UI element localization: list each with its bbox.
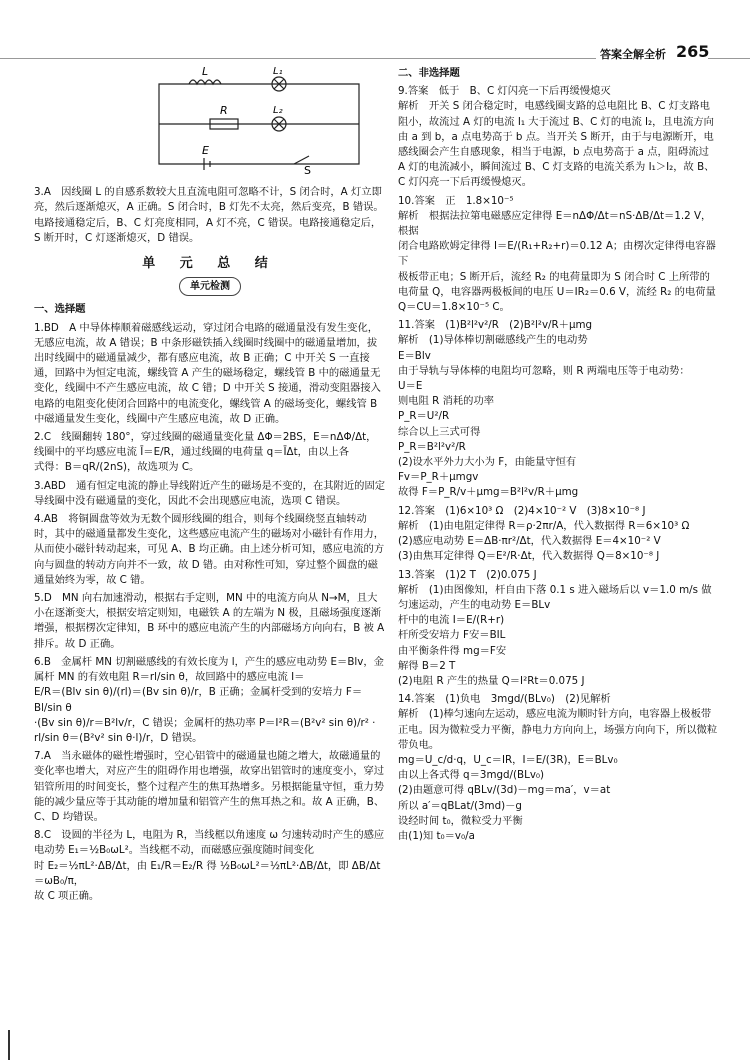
section-title: 单 元 总 结 [142, 256, 278, 272]
answer-1: 1.BD A 中导体棒顺着磁感线运动，穿过闭合电路的磁通量没有发生变化，无感应电流，故 A 错误；B 中条形磁铁插入线圈时线圈中的磁通量增加，拔出时线圈中的磁通量减少，都有感应电流，故 B 正确；C 中开关 S 一直接通，回路中为恒定电流，螺线管 A 产生的磁场稳定，螺线管 B 中的磁通量无变化，线圈中不产生感应电流，故 C 错；D 中开关 S 接通，滑动变阻器接入电路的电阻变化使闭合回路中的电流变化，螺线管 A 的磁场变化，螺线管 B 中磁通量发生变化，线圈中产生感应电流，故 D 正确。 [34, 321, 381, 425]
answer-9-explain: 解析 开关 S 闭合稳定时，电感线圈支路的总电阻比 B、C 灯支路电阻小，故流过 A 灯的电流 I₁ 大于流过 B、C 灯的电流 I₂，且电流方向由 a 到 b，a 点电势高于 b 点。当开关 S 断开，由于与电源断开，电感线圈会产生自感现象，相当于电源，b 点电势高于 a 点，阻碍流过 A 灯的电流减小，瞬间流过 B、C 灯支路的电流关系为 I₁＞I₂，故 B、C 灯闪亮一下后再缓慢熄灭。 [398, 100, 715, 189]
answer-3: 3.ABD 通有恒定电流的静止导线附近产生的磁场是不变的，在其附近的固定导线圈中没有磁通量的变化，因此不会出现感应电流，选项 C 错误。 [34, 479, 386, 507]
answer-11-line2: E＝Blv [398, 349, 431, 362]
answer-10-line3: 极板带正电；S 断开后，流经 R₂ 的电荷量即为 S 闭合时 C 上所带的电荷量 Q，电容器两极板间的电压 U＝IR₂＝0.6 V，流经 R₂ 的电荷量 Q＝CU＝1.8×10⁻⁵ C。 [398, 270, 716, 314]
answer-12-line2: (2)感应电动势 E＝ΔB·πr²/Δt，代入数据得 E＝4×10⁻² V [398, 535, 661, 548]
answer-11-line1: 解析 (1)导体棒切割磁感线产生的电动势 [398, 334, 588, 347]
answer-14-line7: 由(1)知 t₀＝v₀/a [398, 829, 475, 842]
answer-11-line6: P_R＝U²/R [398, 410, 450, 423]
answer-14-line1: 解析 (1)棒匀速向左运动，感应电流为顺时针方向，电容器上极板带正电。因为微粒受力平衡，静电力方向向上，场强方向向下，所以微粒带负电。 [398, 708, 718, 751]
answer-11-line7: 综合以上三式可得 [398, 425, 481, 438]
margin-mark [8, 1030, 10, 1060]
answer-6-line4: rl/sin θ＝(B²v² sin θ·l)/r，D 错误。 [34, 731, 203, 744]
answer-14-line3: 由以上各式得 q＝3mgd/(BLv₀) [398, 769, 545, 782]
section-subtitle: 单元检测 [179, 277, 241, 296]
label-E: E [202, 144, 209, 157]
label-L1: L₁ [273, 66, 283, 77]
part-2-heading: 二、非选择题 [398, 67, 460, 79]
answer-6-line3: ·(Bv sin θ)/r＝B²lv/r，C 错误；金属杆的热功率 P＝I²R＝(B²v² sin θ)/r² · [34, 716, 376, 729]
answer-6-line1: 6.B 金属杆 MN 切割磁感线的有效长度为 l，产生的感应电动势 E＝Blv，金属杆 MN 的有效电阻 R＝rl/sin θ，故回路中的感应电流 I＝ [34, 655, 384, 684]
answer-13-line3: 杆所受安培力 F安＝BIL [398, 629, 506, 642]
answer-7: 7.A 当永磁体的磁性增强时，空心铝管中的磁通量也随之增大，故磁通量的变化率也增大，对应产生的阻碍作用也增强，故穿出铝管时的速度变小，穿过铝管所用的时间变长，整个过程产生的焦耳热增多。另根据能量守恒，重力势能的减少量应等于其动能的增加量和铝管产生的焦耳热之和。故 A 正确，B、C、D 均错误。 [34, 750, 385, 823]
answer-13-line6: (2)电阻 R 产生的热量 Q＝I²Rt＝0.075 J [398, 674, 585, 687]
answer-13-line1: 解析 (1)由图像知，杆自由下落 0.1 s 进入磁场后以 v＝1.0 m/s 做匀速运动，产生的电动势 E＝BLv [398, 583, 712, 611]
answer-8-line3: 故 C 项正确。 [34, 889, 100, 902]
circuit-diagram [144, 66, 374, 176]
answer-2-line3: 式得：B＝qR/(2nS)，故选项为 C。 [34, 461, 200, 474]
answer-13-line4: 由平衡条件得 mg＝F安 [398, 644, 507, 657]
label-L2: L₂ [273, 105, 283, 116]
answer-11-key: 11.答案 (1)B²l²v²/R (2)B²l²v/R＋μmg [398, 319, 593, 332]
answer-11-line5: 则电阻 R 消耗的功率 [398, 395, 495, 408]
answer-11-line4: U＝E [398, 380, 423, 393]
answer-8-line1: 8.C 设圆的半径为 L，电阻为 R，当线框以角速度 ω 匀速转动时产生的感应电动势 E₁＝½B₀ωL²。当线框不动，而磁感应强度随时间变化 [34, 829, 385, 857]
answer-14-key: 14.答案 (1)负电 3mgd/(BLv₀) (2)见解析 [398, 693, 611, 706]
answer-4: 4.AB 将铜圆盘等效为无数个圆形线圈的组合，则每个线圈绕竖直轴转动时，其中的磁通量都发生变化，这些感应电流产生的磁场对小磁针有作用力，从而使小磁针转动起来，可见 A、B 均正确。由上述分析可知，感应电流的方向与圆盘的转动方向并不一致，故 D 错。由对称性可知，穿过整个圆盘的磁通量始终为零，故 C 错。 [34, 513, 385, 586]
header-section-title: 答案全解全析 [600, 48, 666, 61]
answer-14-line5: 所以 a′＝qBLat/(3md)－g [398, 799, 522, 812]
answer-6-line2: E/R＝(Blv sin θ)/(rl)＝(Bv sin θ)/r，B 正确；金属杆受到的安培力 F＝Bl/sin θ [34, 686, 363, 714]
answer-10-line1: 解析 根据法拉第电磁感应定律得 E＝nΔΦ/Δt＝nS·ΔB/Δt＝1.2 V，根据 [398, 209, 712, 238]
answer-13-line5: 解得 B＝2 T [398, 659, 456, 672]
answer-12-line1: 解析 (1)由电阻定律得 R＝ρ·2πr/A，代入数据得 R＝6×10³ Ω [398, 519, 690, 532]
label-R: R [220, 104, 228, 117]
answer-12-line3: (3)由焦耳定律得 Q＝E²/R·Δt，代入数据得 Q＝8×10⁻⁸ J [398, 550, 660, 563]
page-number: 265 [676, 42, 710, 61]
answer-8-line2: 时 E₂＝½πL²·ΔB/Δt，由 E₁/R＝E₂/R 得 ½B₀ωL²＝½πL²·ΔB/Δt，即 ΔB/Δt＝ωB₀/π， [34, 859, 381, 887]
answer-9-key: 9.答案 低于 B、C 灯闪亮一下后再缓慢熄灭 [398, 85, 611, 98]
answer-14-line4: (2)由题意可得 qBLv/(3d)－mg＝ma′，v＝at [398, 784, 611, 797]
answer-2-line2: 线圈中的平均感应电流 Ī＝E/R，通过线圈的电荷量 q＝ĪΔt，由以上各 [34, 446, 350, 459]
answer-11-line9: (2)设水平外力大小为 F，由能量守恒有 [398, 456, 577, 469]
answer-3a: 3.A 因线圈 L 的自感系数较大且直流电阻可忽略不计，S 闭合时，A 灯立即亮，然后逐渐熄灭，A 正确。S 闭合时，B 灯先不太亮，然后变亮，B 错误。电路接通稳定后，B、C 灯亮度相同，A 灯不亮，C 错误。电路接通稳定后，S 断开时，C 灯逐渐熄灭，D 错误。 [34, 186, 384, 244]
answer-14-line2: mg＝U_c/d·q，U_c＝IR，I＝E/(3R)，E＝BLv₀ [398, 753, 618, 766]
answer-12-key: 12.答案 (1)6×10³ Ω (2)4×10⁻² V (3)8×10⁻⁸ J [398, 504, 646, 517]
part-1-heading: 一、选择题 [34, 303, 86, 316]
answer-11-line3: 由于导轨与导体棒的电阻均可忽略，则 R 两端电压等于电动势： [398, 364, 690, 377]
answer-14-line6: 设经时间 t₀，微粒受力平衡 [398, 814, 523, 827]
subhead-wrap [34, 277, 386, 296]
answer-13-line2: 杆中的电流 I＝E/(R+r) [398, 614, 505, 627]
answer-11-line8: P_R＝B²l²v²/R [398, 440, 466, 453]
label-L: L [202, 66, 209, 78]
answer-2-line1: 2.C 线圈翻转 180°，穿过线圈的磁通量变化量 ΔΦ＝2BS，E＝nΔΦ/Δt， [34, 431, 377, 444]
right-column [398, 66, 718, 844]
answer-10-key: 10.答案 正 1.8×10⁻⁵ [398, 194, 514, 207]
answer-5: 5.D MN 向右加速滑动，根据右手定则，MN 中的电流方向从 N→M，且大小在逐渐变大，根据安培定则知，电磁铁 A 的左端为 N 极，且磁场强度逐渐增强，根据楞次定律知，B 环中的感应电流产生的内部磁场方向向右，B 被 A 排斥。故 D 正确。 [34, 592, 385, 650]
answer-13-key: 13.答案 (1)2 T (2)0.075 J [398, 568, 537, 581]
answer-10-line2: 闭合电路欧姆定律得 I＝E/(R₁+R₂+r)＝0.12 A；由楞次定律得电容器下 [398, 240, 716, 268]
answer-11-line10: Fv＝P_R＋μmgv [398, 471, 479, 484]
page-header [0, 0, 750, 62]
answer-11-line11: 故得 F＝P_R/v＋μmg＝B²l²v/R＋μmg [398, 486, 579, 499]
label-S: S [304, 164, 311, 176]
left-column [34, 66, 386, 907]
